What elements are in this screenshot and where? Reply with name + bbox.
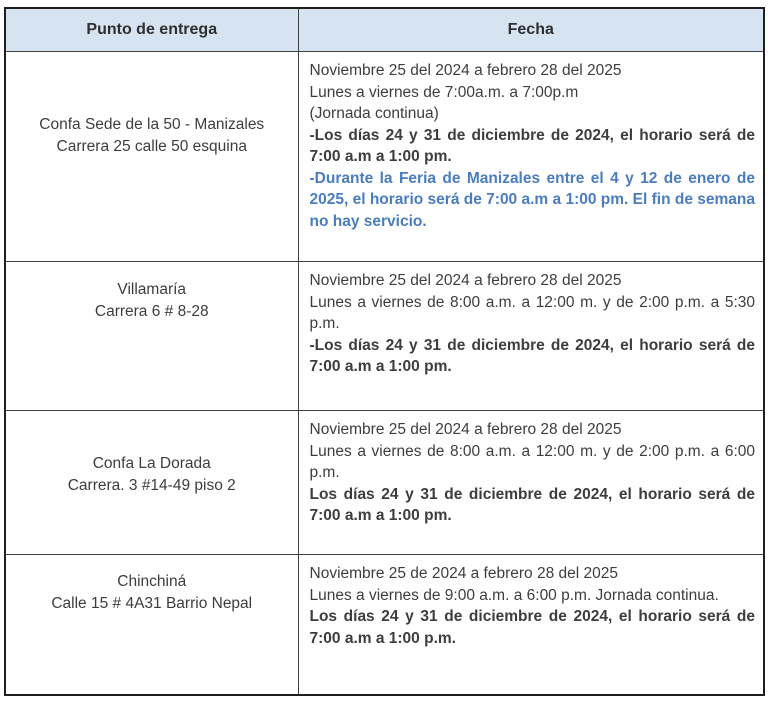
delivery-point-cell bbox=[5, 555, 298, 695]
schedule-paragraph: Lunes a viernes de 8:00 a.m. a 12:00 m. y de 2:00 p.m. a 6:00 p.m. bbox=[309, 442, 755, 481]
schedule-paragraph: Noviembre 25 de 2024 a febrero 28 del 2025 bbox=[309, 565, 618, 582]
delivery-point-cell bbox=[5, 262, 298, 411]
delivery-point-line: Confa Sede de la 50 - Manizales bbox=[39, 116, 265, 133]
schedule-cell bbox=[298, 262, 764, 411]
delivery-point-line: Villamaría bbox=[117, 281, 187, 298]
schedule-paragraph: -Durante la Feria de Manizales entre el 4 y 12 de enero de 2025, el horario será de 7:00 a.m a 1:00 pm. El fin de semana no hay servicio. bbox=[309, 169, 755, 230]
schedule-paragraph: Lunes a viernes de 7:00a.m. a 7:00p.m bbox=[309, 83, 579, 101]
header-fecha: Fecha bbox=[298, 8, 764, 52]
schedule-paragraph: -Los días 24 y 31 de diciembre de 2024, el horario será de 7:00 a.m a 1:00 pm. bbox=[309, 126, 755, 165]
table-body bbox=[5, 52, 764, 695]
table-row bbox=[5, 411, 764, 555]
schedule-paragraph: Los días 24 y 31 de diciembre de 2024, el horario será de 7:00 a.m a 1:00 pm. bbox=[309, 485, 755, 524]
schedule-paragraph: Noviembre 25 del 2024 a febrero 28 del 2025 bbox=[309, 421, 622, 438]
delivery-point-line: Carrera 6 # 8-28 bbox=[94, 303, 209, 320]
delivery-point-line: Calle 15 # 4A31 Barrio Nepal bbox=[51, 595, 253, 612]
table-row bbox=[5, 52, 764, 262]
schedule-paragraph: -Los días 24 y 31 de diciembre de 2024, el horario será de 7:00 a.m a 1:00 pm. bbox=[309, 336, 755, 375]
delivery-point-line: Chinchiná bbox=[117, 573, 187, 590]
schedule-cell bbox=[298, 411, 764, 555]
header-row bbox=[5, 8, 764, 52]
schedule-paragraph: Noviembre 25 del 2024 a febrero 28 del 2025 bbox=[309, 62, 622, 79]
schedule-cell bbox=[298, 555, 764, 695]
delivery-schedule-table bbox=[4, 7, 765, 696]
schedule-paragraph: Lunes a viernes de 9:00 a.m. a 6:00 p.m. Jornada continua. bbox=[309, 586, 719, 604]
schedule-cell bbox=[298, 52, 764, 262]
schedule-paragraph: (Jornada continua) bbox=[309, 105, 439, 122]
delivery-point-cell bbox=[5, 411, 298, 555]
schedule-paragraph: Lunes a viernes de 8:00 a.m. a 12:00 m. y de 2:00 p.m. a 5:30 p.m. bbox=[309, 293, 755, 332]
table-row bbox=[5, 262, 764, 411]
delivery-point-line: Carrera 25 calle 50 esquina bbox=[56, 138, 247, 155]
delivery-point-line: Confa La Dorada bbox=[92, 455, 211, 472]
schedule-paragraph: Los días 24 y 31 de diciembre de 2024, el horario será de 7:00 a.m a 1:00 p.m. bbox=[309, 608, 755, 647]
header-punto-de-entrega: Punto de entrega bbox=[5, 8, 298, 52]
schedule-paragraph: Noviembre 25 del 2024 a febrero 28 del 2025 bbox=[309, 272, 622, 289]
delivery-point-cell bbox=[5, 52, 298, 262]
table-row bbox=[5, 555, 764, 695]
delivery-point-line: Carrera. 3 #14-49 piso 2 bbox=[67, 477, 236, 494]
